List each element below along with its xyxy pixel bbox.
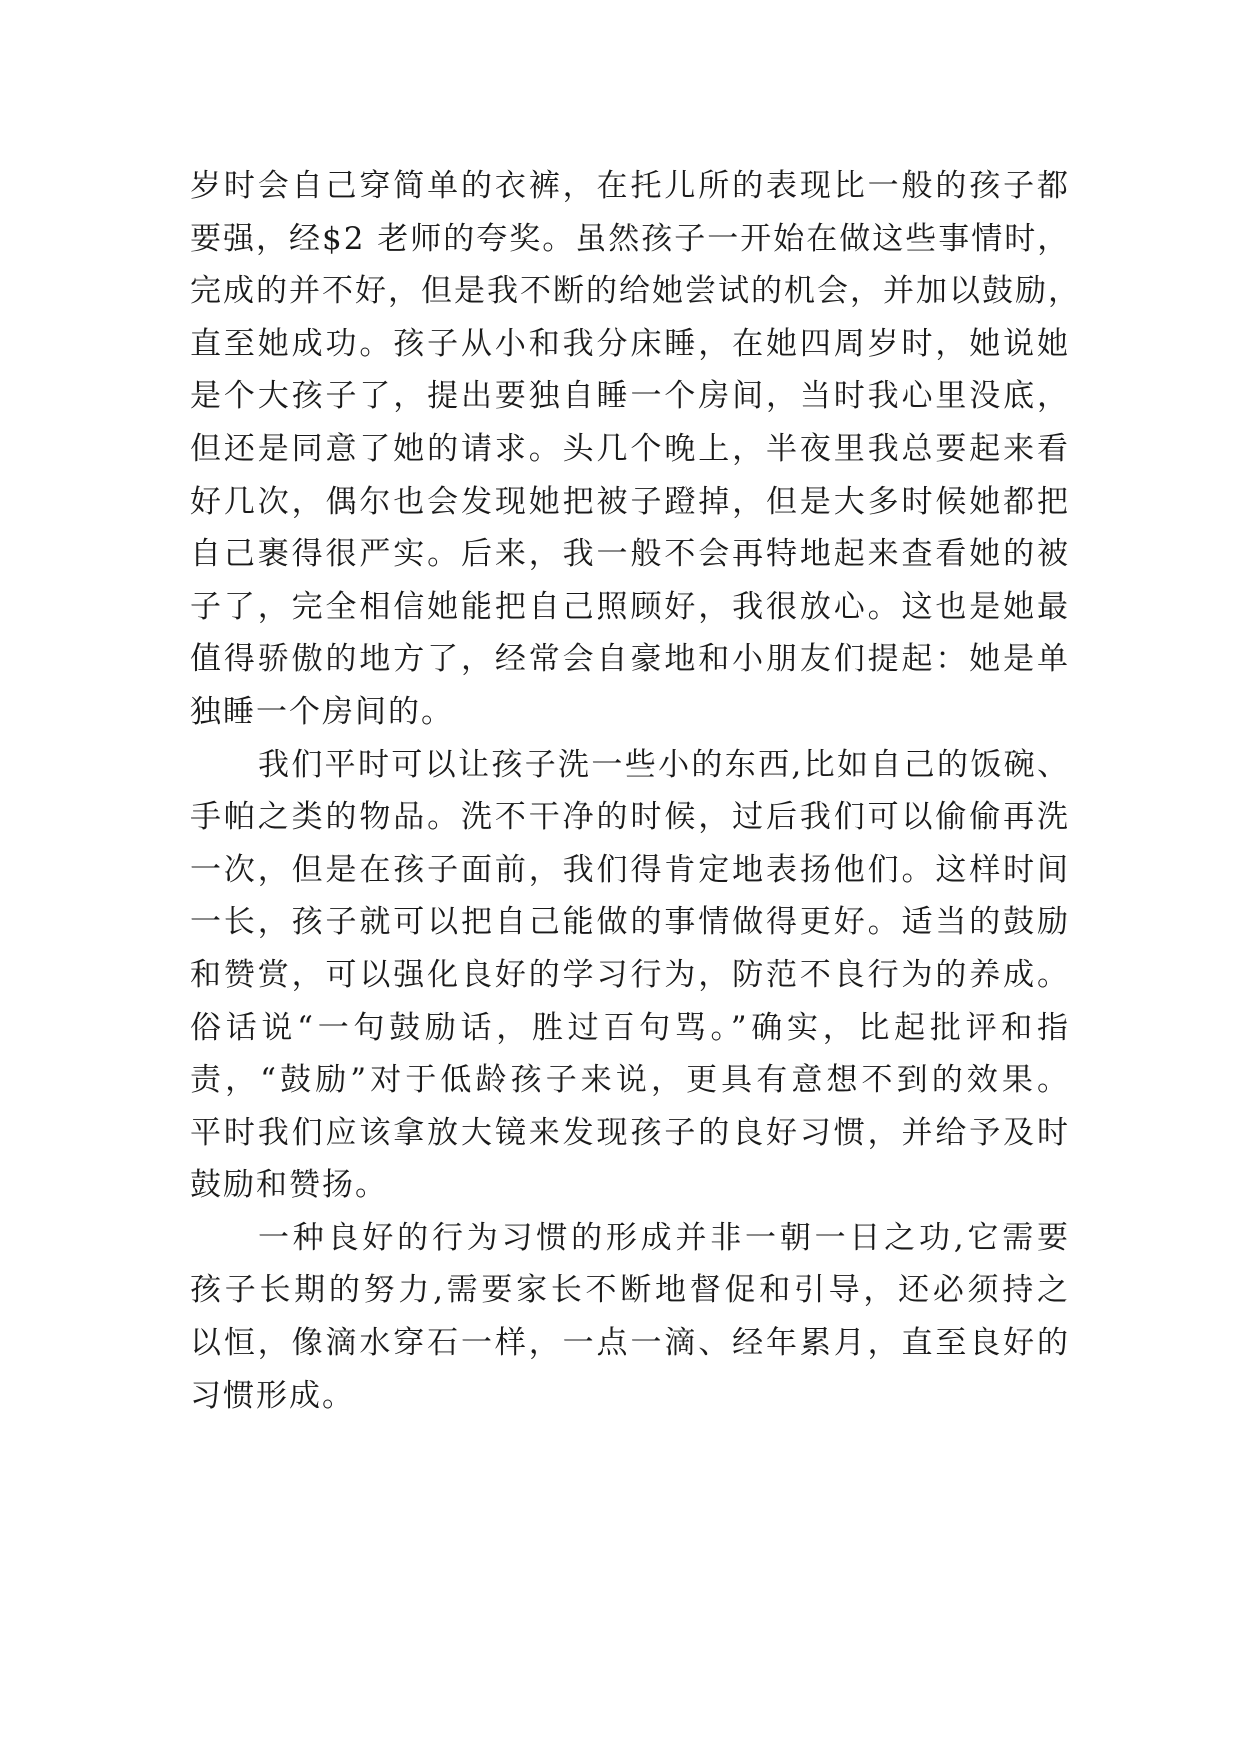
text-line: 手帕之类的物品。洗不干净的时候，过后我们可以偷偷再洗 [190, 799, 1070, 836]
text-line: 鼓励和赞扬。 [190, 1167, 388, 1204]
text-line: 孩子长期的努力,需要家长不断地督促和引导，还必须持之 [190, 1272, 1070, 1309]
text-line: 责，“鼓励”对于低龄孩子来说，更具有意想不到的效果。 [190, 1062, 1070, 1099]
text-line: 一长，孩子就可以把自己能做的事情做得更好。适当的鼓励 [190, 904, 1070, 941]
text-line: 习惯形成。 [190, 1377, 355, 1414]
text-line: 直至她成功。孩子从小和我分床睡，在她四周岁时，她说她 [190, 325, 1070, 362]
text-line: 俗话说“一句鼓励话，胜过百句骂。”确实，比起批评和指 [190, 1009, 1070, 1046]
text-line: 和赞赏，可以强化良好的学习行为，防范不良行为的养成。 [190, 956, 1070, 993]
text-line: 是个大孩子了，提出要独自睡一个房间，当时我心里没底， [190, 378, 1070, 415]
text-line: 自己裹得很严实。后来，我一般不会再特地起来查看她的被 [190, 536, 1070, 573]
text-line: 好几次，偶尔也会发现她把被子蹬掉，但是大多时候她都把 [190, 483, 1070, 520]
text-line: 子了，完全相信她能把自己照顾好，我很放心。这也是她最 [190, 588, 1070, 625]
text-line: 独睡一个房间的。 [190, 693, 454, 730]
text-line: 但还是同意了她的请求。头几个晚上，半夜里我总要起来看 [190, 430, 1070, 467]
text-line: 值得骄傲的地方了，经常会自豪地和小朋友们提起：她是单 [190, 641, 1070, 678]
paragraph-first-line: 一种良好的行为习惯的形成并非一朝一日之功,它需要 [258, 1219, 1070, 1256]
text-line: 岁时会自己穿简单的衣裤，在托儿所的表现比一般的孩子都 [190, 168, 1070, 204]
text-line: 平时我们应该拿放大镜来发现孩子的良好习惯，并给予及时 [190, 1114, 1070, 1151]
paragraph-first-line: 我们平时可以让孩子洗一些小的东西,比如自己的饭碗、 [258, 746, 1070, 783]
text-line: 以恒，像滴水穿石一样，一点一滴、经年累月，直至良好的 [190, 1325, 1070, 1362]
text-line: 要强，经$2 老师的夸奖。虽然孩子一开始在做这些事情时， [190, 220, 1071, 257]
document-body [190, 160, 1081, 1422]
text-line: 一次，但是在孩子面前，我们得肯定地表扬他们。这样时间 [190, 851, 1070, 888]
text-line: 完成的并不好，但是我不断的给她尝试的机会，并加以鼓励， [190, 273, 1081, 310]
